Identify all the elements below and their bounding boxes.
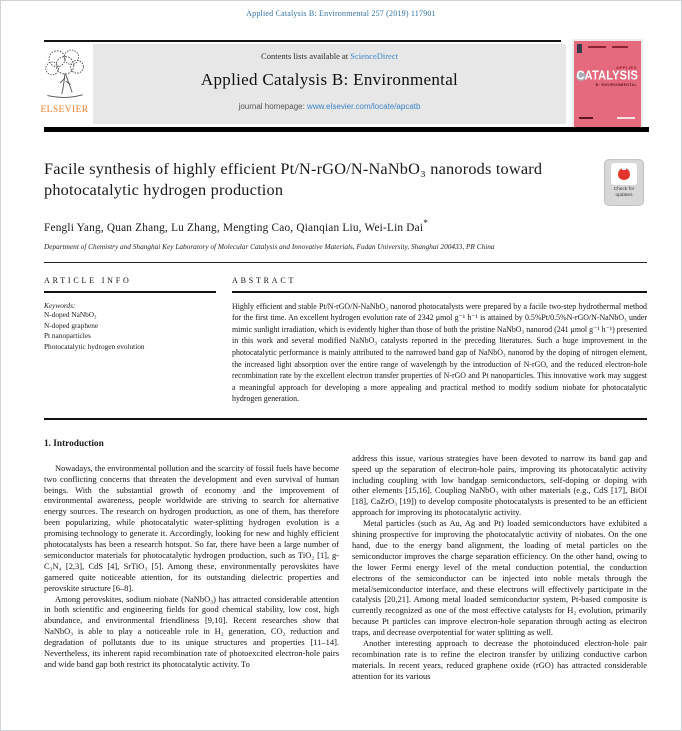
- contents-line: [93, 51, 566, 61]
- elsevier-tree-icon: [41, 46, 89, 102]
- header-bottom-rule: [44, 127, 649, 132]
- author-list: [44, 219, 647, 234]
- homepage-prefix: journal homepage:: [238, 102, 308, 111]
- sciencedirect-link[interactable]: ScienceDirect: [350, 51, 398, 61]
- journal-header: [1, 18, 681, 132]
- header-top-rule: [44, 40, 561, 42]
- article-title: Facile synthesis of highly efficient Pt/N-rGO/N-NaNbO₃ nanorods toward photocatalytic hydrogen production: [44, 159, 543, 199]
- author-names: Fengli Yang, Quan Zhang, Lu Zhang, Mengting Cao, Qianqian Liu, Wei-Lin Dai: [44, 221, 424, 234]
- title-row: [44, 159, 647, 206]
- journal-citation: Applied Catalysis B: Environmental 257 (2019) 117901: [246, 9, 436, 18]
- contents-prefix: Contents lists available at: [261, 51, 351, 61]
- body-paragraph: Metal particles (such as Au, Ag and Pt) loaded semiconductors have exhibited a shining prospective for improving the photocatalytic activity of niobates. On the one hand, due to the energy band alignment, the loading of metal particles on the semiconductor improves the charge separation efficiency. On the other hand, owing to the lower Fermi energy level of the metal conduction potential, the conduction electrons of the semiconductor can be injected into noble metals through the metal/semiconductor interface, and these electrons will effectively participate in the catalysis [20,21]. Among metal loaded semiconductor system, Pt-based composite is currently recognized as one of the most effective catalysts for H₂ evolution, primarily because Pt particles can improve electron-hole separation through acting as electron traps, and decrease overpotential for water splitting as well.: [352, 518, 647, 638]
- keyword-item: N-doped graphene: [44, 320, 99, 330]
- abstract-heading: ABSTRACT: [232, 275, 297, 285]
- banner-center: [93, 44, 566, 124]
- left-column: [44, 420, 339, 682]
- cover-catalysis-label: CATALYSIS: [576, 68, 638, 84]
- cover-barcode-mark: [577, 44, 582, 53]
- keyword-item: Photocatalytic hydrogen evolution: [44, 342, 145, 352]
- abstract-rule: [232, 291, 647, 293]
- abstract-text: Highly efficient and stable Pt/N-rGO/N-NaNbO₃ nanorod photocatalysts were prepared by a facile two-step hydrothermal method for the first time. An excellent hydrogen evolution rate of 2342 μmol g⁻¹ h⁻¹ is attained by 0.5%Pt/0.5%N-rGO/N-NaNbO₃ under mimic sunlight irradiation, which is evidently higher than those of both the pristine NaNbO₃ nanorod (241 μmol g⁻¹ h⁻¹) presented in this work and several modified NaNbO₃ catalysts reported in the preceding literatures. Such a huge improvement in the photocatalytic performance is mainly attributed to the narrowed band gap of NaNbO₃ nanorod by the doping of nitrogen element, the increased light absorption over the entire range of wavelength by the introduction of N-rGO, and the reduced electron-hole recombination rate by the excellent electron transfer properties of N-rGO and Pt nanoparticles. This innovative work may suggest a meaningful approach for developing a more appealing and practical method to modify sodium niobate for photocatalytic hydrogen generation.: [232, 301, 647, 404]
- keyword-item: N-doped NaNbO₃: [44, 309, 97, 319]
- article-info-rule: [44, 291, 216, 293]
- article-content: [44, 159, 647, 682]
- affiliation: Department of Chemistry and Shanghai Key Laboratory of Molecular Catalysis and Innovative Materials, Fudan University, Shanghai 200433, PR China: [44, 241, 495, 251]
- journal-banner: [36, 44, 566, 124]
- cover-top-text-mark: [612, 46, 628, 48]
- cover-masthead: [574, 65, 641, 87]
- elsevier-wordmark: ELSEVIER: [40, 105, 89, 115]
- corresponding-author-mark: *: [423, 219, 429, 229]
- keyword-item: Pt nanoparticles: [44, 331, 91, 341]
- article-info-column: [44, 263, 216, 405]
- main-text-columns: [44, 420, 647, 682]
- cover-bottom-text-mark: [617, 117, 635, 119]
- homepage-line: [93, 102, 566, 111]
- cover-bottom-text-mark: [579, 117, 593, 119]
- cover-subtitle-label: B: ENVIRONMENTAL: [595, 83, 637, 87]
- body-paragraph: Another interesting approach to decrease the photoinduced electron-hole pair recombination rate is to refine the electron transfer by utilizing conductive carbon materials. In recent years, reduced graphene oxide (rGO) has attracted considerable attention for its various: [352, 638, 647, 681]
- journal-title: Applied Catalysis B: Environmental: [200, 70, 459, 89]
- abstract-column: [232, 263, 647, 405]
- info-abstract-section: [44, 263, 647, 405]
- check-for-updates-label: Check for updates: [613, 187, 635, 199]
- homepage-url-link[interactable]: www.elsevier.com/locate/apcatb: [307, 102, 421, 111]
- keywords-label: Keywords:: [44, 300, 76, 310]
- elsevier-logo: [36, 44, 93, 124]
- article-info-heading: ARTICLE INFO: [44, 275, 132, 285]
- introduction-heading: 1. Introduction: [44, 438, 104, 449]
- body-paragraph: address this issue, various strategies have been devoted to narrow its band gap and speed up the separation of electron-hole pairs, improving its photocatalytic activity including coupling with low bandgap semiconductors, self-doping or doping with other elements [15,16]. Coupling NaNbO₃ with other materials (e.g., CdS [17], BiOI [18], CaZrO₃ [19]) to develop composite photocatalysts is presented to be an efficient approach for improving its photocatalytic activity.: [352, 452, 647, 518]
- check-for-updates-button[interactable]: [604, 159, 644, 206]
- body-paragraph: Nowadays, the environmental pollution and the scarcity of fossil fuels have become two conflicting concerns that threaten the development and even survival of human beings. With the substantial growth of economy and the improvement of environmental awareness, people worldwide are striving to search for alternative energy sources. The research on hydrogen production, as one of them, has therefore been popularizing, while photocatalytic water-splitting hydrogen evolution is a promising technology to generate it. Accordingly, looking for new and highly efficient photocatalysts has been a research hotspot. So far, there have been a large number of semiconductor materials for photocatalytic hydrogen production, such as TiO₂ [1], g-C₃N₄ [2,3], CdS [4], SrTiO₃ [5]. Among these, environmentally perovskites have garnered quite noticeable attention, for its outstanding dielectric properties and perovskite structure [6–8].: [44, 462, 339, 593]
- journal-cover-thumbnail[interactable]: [574, 41, 641, 127]
- right-column: [352, 420, 647, 682]
- cover-applied-label: APPLIED: [616, 65, 637, 70]
- body-paragraph: Among perovskites, sodium niobate (NaNbO₃) has attracted considerable attention in both scientific and engineering fields for good chemical stability, low cost, high abundance, and environmental friendliness [9,10]. Recent researches show that NaNbO₃ is able to play a noticeable role in H₂ generation, CO₂ reduction and degradation of pollutants due to its unique structures and properties [11–14]. Nevertheless, its inherent rapid recombination rate of photoexcited electron-hole pairs and wide band gap both restrict its photocatalytic activity. To: [44, 593, 339, 669]
- cover-top-text-mark: [588, 46, 606, 48]
- crossmark-icon: [611, 163, 637, 185]
